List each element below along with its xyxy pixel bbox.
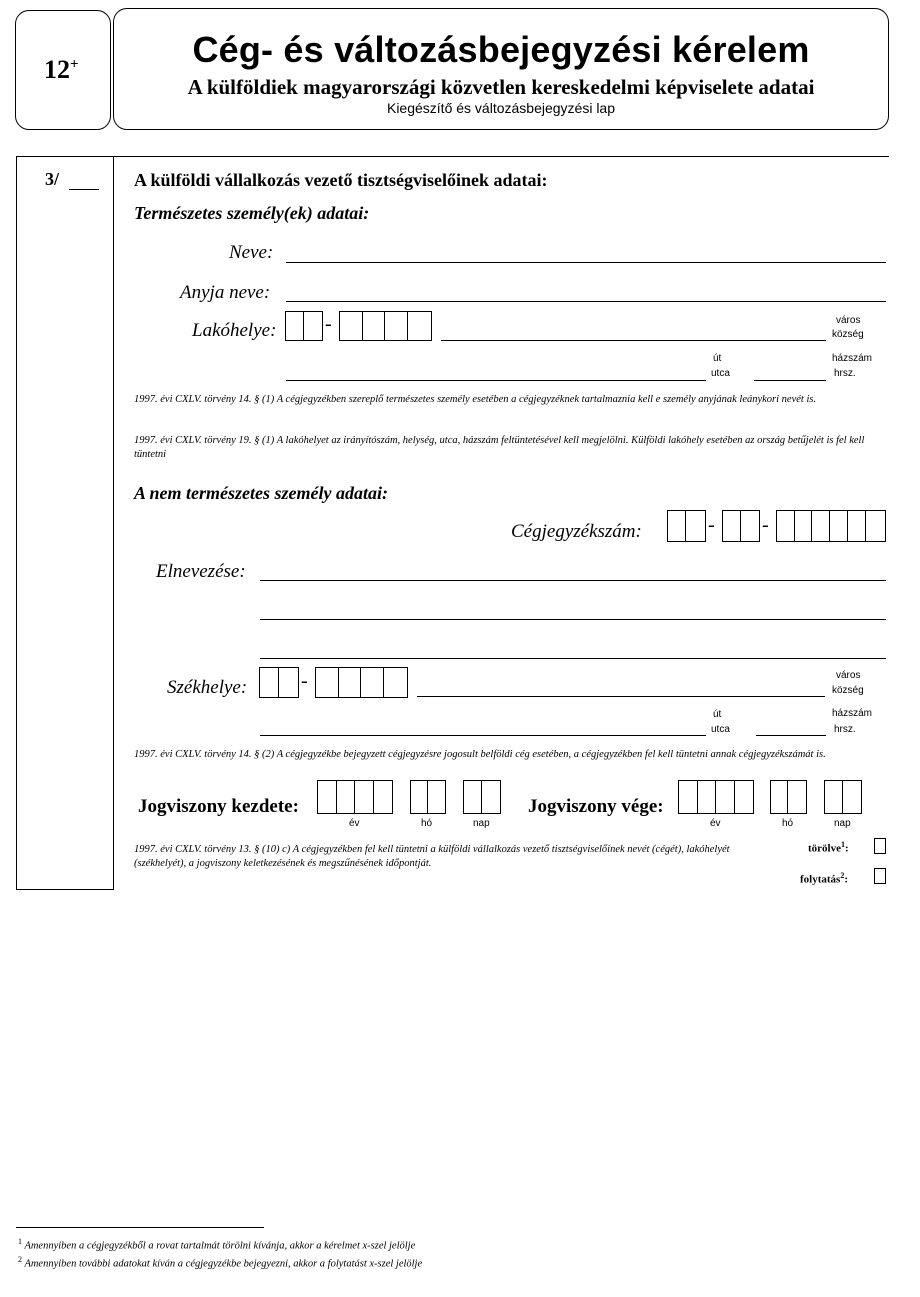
regno-dash-2: - <box>762 514 769 536</box>
form-number-box <box>15 10 111 130</box>
residence-country-code[interactable] <box>285 311 323 341</box>
mother-name-field[interactable] <box>286 301 886 302</box>
start-month[interactable] <box>410 780 446 814</box>
company-name-field-1[interactable] <box>260 580 886 581</box>
deleted-checkbox[interactable] <box>874 838 886 854</box>
varos-label: város <box>836 315 861 326</box>
end-ev-label: év <box>710 818 721 829</box>
section-number-line <box>69 189 99 190</box>
regno-serial[interactable] <box>776 510 886 542</box>
seat-country-code[interactable] <box>259 667 299 698</box>
seat-housenumber-field[interactable] <box>756 735 826 736</box>
seat-city-field[interactable] <box>417 696 825 697</box>
company-name-field-2[interactable] <box>260 619 886 620</box>
ut-label: út <box>713 353 722 364</box>
natural-person-heading: Természetes személy(ek) adatai: <box>134 203 370 223</box>
seat-street-field[interactable] <box>260 735 706 736</box>
residence-label: Lakóhelye: <box>192 320 277 341</box>
utca-label: utca <box>711 368 730 379</box>
page-title: Cég- és változásbejegyzési kérelem <box>192 29 810 70</box>
seat-kozseg-label: község <box>832 685 864 696</box>
legal-note-mother-name: 1997. évi CXLV. törvény 14. § (1) A cégjegyzékben szereplő természetes személy esetében a cégjegyzéknek tartalmaznia kell e személy anyjának leánykori nevét is. <box>134 394 817 405</box>
hrsz-label: hrsz. <box>834 368 856 379</box>
section-top-rule <box>114 156 889 157</box>
residence-zip-code[interactable] <box>339 311 432 341</box>
start-year[interactable] <box>317 780 393 814</box>
section-number-column <box>16 156 114 890</box>
start-date-label: Jogviszony kezdete: <box>138 796 299 817</box>
residence-dash: - <box>325 313 332 335</box>
residence-city-field[interactable] <box>441 340 826 341</box>
end-ho-label: hó <box>782 818 794 829</box>
legal-note-residence: 1997. évi CXLV. törvény 19. § (1) A lakóhelyet az irányítószám, helység, utca, házszám feltüntetésével kell megjelölni. Külföldi lakóhely esetében az ország betűjelét is fel kell tüntetni <box>134 435 865 460</box>
deleted-label: törölve$^1$: <box>808 840 849 855</box>
company-name-field-3[interactable] <box>260 658 886 659</box>
title-box <box>113 8 889 130</box>
continued-checkbox[interactable] <box>874 868 886 884</box>
seat-hrsz-label: hrsz. <box>834 724 856 735</box>
seat-zip-code[interactable] <box>315 667 408 698</box>
footnote-2: $^2$ Amennyiben további adatokat kíván a cégjegyzékbe bejegyezni, akkor a folytatást x-szel jelölje <box>18 1255 423 1270</box>
registration-number-label: Cégjegyzékszám: <box>511 521 642 542</box>
continued-label: folytatás$^2$: <box>800 871 848 886</box>
mother-name-label: Anyja neve: <box>180 282 271 303</box>
name-field[interactable] <box>286 262 886 263</box>
regno-dash-1: - <box>708 514 715 536</box>
section-number: 3/ <box>45 169 60 189</box>
regno-form-code[interactable] <box>722 510 760 542</box>
start-day[interactable] <box>463 780 501 814</box>
seat-label: Székhelye: <box>167 677 248 698</box>
seat-dash: - <box>301 670 308 692</box>
start-nap-label: nap <box>473 818 490 829</box>
end-nap-label: nap <box>834 818 851 829</box>
form-number: 12+ <box>44 55 79 84</box>
company-name-label: Elnevezése: <box>156 561 246 582</box>
page-subtitle: A külföldiek magyarországi közvetlen kereskedelmi képviselete adatai <box>187 75 815 99</box>
seat-hazszam-label: házszám <box>832 708 873 719</box>
legal-note-officers: 1997. évi CXLV. törvény 13. § (10) c) A cégjegyzékben fel kell tüntetni a külföldi vállalkozás vezető tisztségviselőinek nevét (cégét), lakóhelyét (székhelyét), a jogviszony keletkezésének és megszűnésének időpontját. <box>134 844 730 869</box>
end-month[interactable] <box>770 780 807 814</box>
seat-ut-label: út <box>713 709 722 720</box>
end-day[interactable] <box>824 780 862 814</box>
end-date-label: Jogviszony vége: <box>528 796 664 817</box>
residence-housenumber-field[interactable] <box>754 380 826 381</box>
footnote-separator <box>16 1227 264 1228</box>
seat-varos-label: város <box>836 670 861 681</box>
page-subsubtitle: Kiegészítő és változásbejegyzési lap <box>386 100 616 116</box>
start-ev-label: év <box>349 818 360 829</box>
kozseg-label: község <box>832 329 864 340</box>
name-label: Neve: <box>229 242 274 263</box>
seat-utca-label: utca <box>711 724 730 735</box>
hazszam-label: házszám <box>832 353 873 364</box>
end-year[interactable] <box>678 780 754 814</box>
section-heading: A külföldi vállalkozás vezető tisztségviselőinek adatai: <box>134 170 548 190</box>
footnote-1: $^1$ Amennyiben a cégjegyzékből a rovat tartalmát törölni kívánja, akkor a kérelmet x-szel jelölje <box>18 1237 416 1252</box>
residence-street-field[interactable] <box>286 380 706 381</box>
regno-court-code[interactable] <box>667 510 706 542</box>
legal-person-heading: A nem természetes személy adatai: <box>134 483 388 503</box>
start-ho-label: hó <box>421 818 433 829</box>
legal-note-registration: 1997. évi CXLV. törvény 14. § (2) A cégjegyzékbe bejegyzett cégjegyzésre jogosult belföldi cég esetében, a cégjegyzékben fel kell tüntetni annak cégjegyzékszámát is. <box>134 749 826 760</box>
